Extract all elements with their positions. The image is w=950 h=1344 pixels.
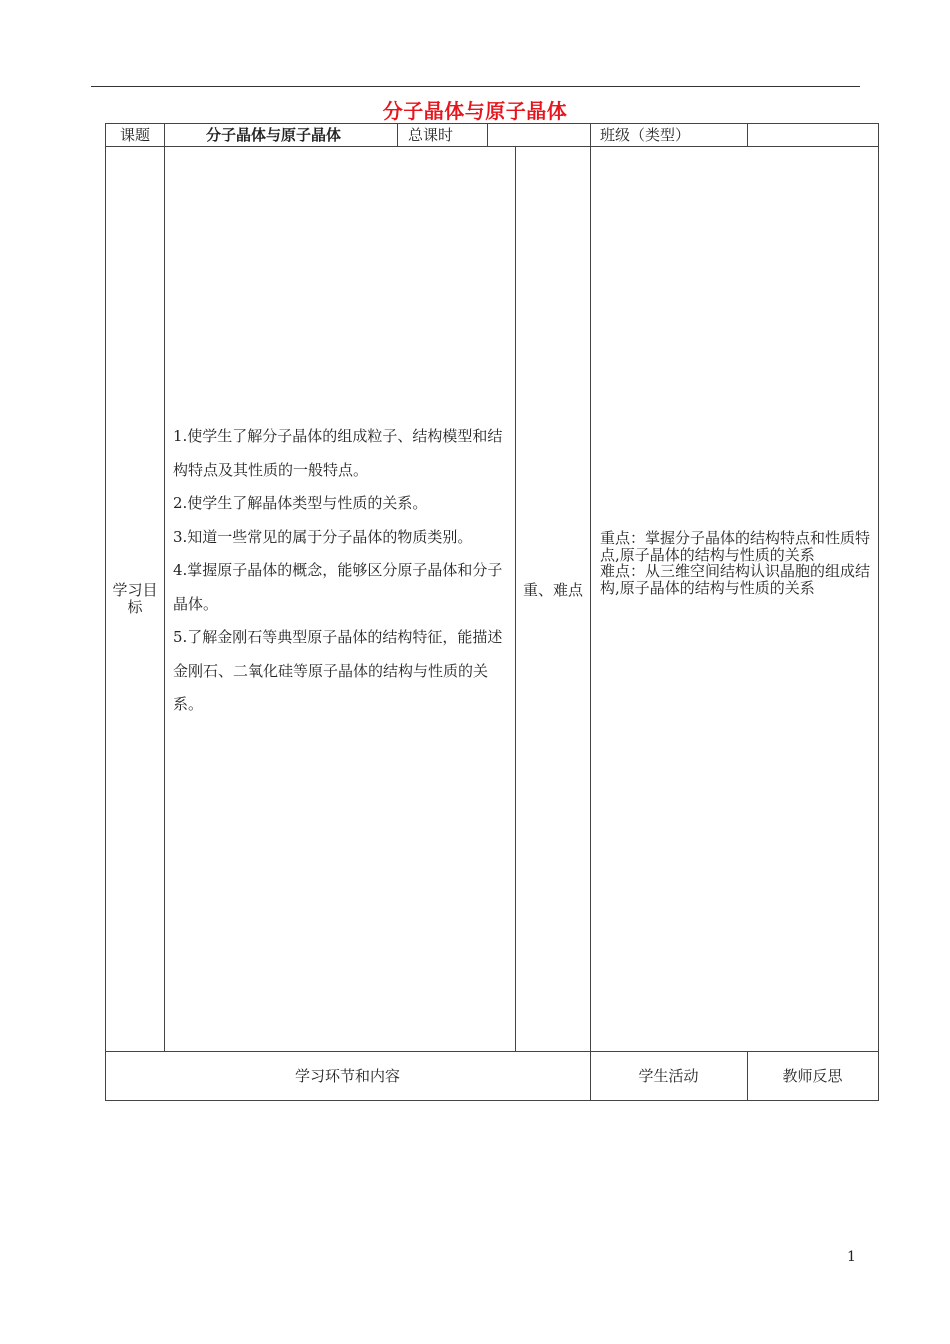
goal-item: 5.了解金刚石等典型原子晶体的结构特征，能描述金刚石、二氧化硅等原子晶体的结构与性质的关系。: [173, 628, 503, 713]
content-column-label: 学习环节和内容: [294, 1067, 400, 1085]
goal-item: 1.使学生了解分子晶体的组成粒子、结构模型和结构特点及其性质的一般特点。: [173, 427, 503, 479]
table-border-right: [878, 123, 879, 1101]
goals-label: 学习目标: [112, 581, 158, 616]
class-label: 班级（类型）: [600, 126, 691, 144]
body-divider: [515, 146, 516, 1051]
focus-text: 重点：掌握分子晶体的结构特点和性质特点,原子晶体的结构与性质的关系: [600, 529, 871, 564]
key-points-label: 重、难点: [523, 581, 584, 599]
document-title: 分子晶体与原子晶体: [382, 99, 568, 123]
difficulty-text: 难点：从三维空间结构认识晶胞的组成结构,原子晶体的结构与性质的关系: [600, 562, 871, 597]
header-divider: [747, 123, 748, 146]
table-border-left: [105, 123, 106, 1101]
goals-list: [173, 420, 511, 722]
page-number: 1: [847, 1249, 856, 1265]
key-points-content: [600, 530, 872, 596]
topic-label: 课题: [120, 126, 151, 144]
header-divider: [164, 123, 165, 146]
goal-item: 4.掌握原子晶体的概念，能够区分原子晶体和分子晶体。: [173, 561, 503, 613]
goal-item: 2.使学生了解晶体类型与性质的关系。: [173, 494, 428, 512]
hours-label: 总课时: [408, 126, 454, 144]
body-divider: [590, 146, 591, 1101]
topic-value: 分子晶体与原子晶体: [206, 126, 342, 144]
student-activity-label: 学生活动: [638, 1067, 699, 1085]
teacher-reflection-label: 教师反思: [782, 1067, 843, 1085]
goal-item: 3.知道一些常见的属于分子晶体的物质类别。: [173, 527, 473, 546]
body-divider: [164, 146, 165, 1051]
header-divider: [487, 123, 488, 146]
table-border-header: [105, 146, 879, 147]
header-divider: [397, 123, 398, 146]
header-divider: [590, 123, 591, 146]
top-rule: [91, 86, 860, 87]
